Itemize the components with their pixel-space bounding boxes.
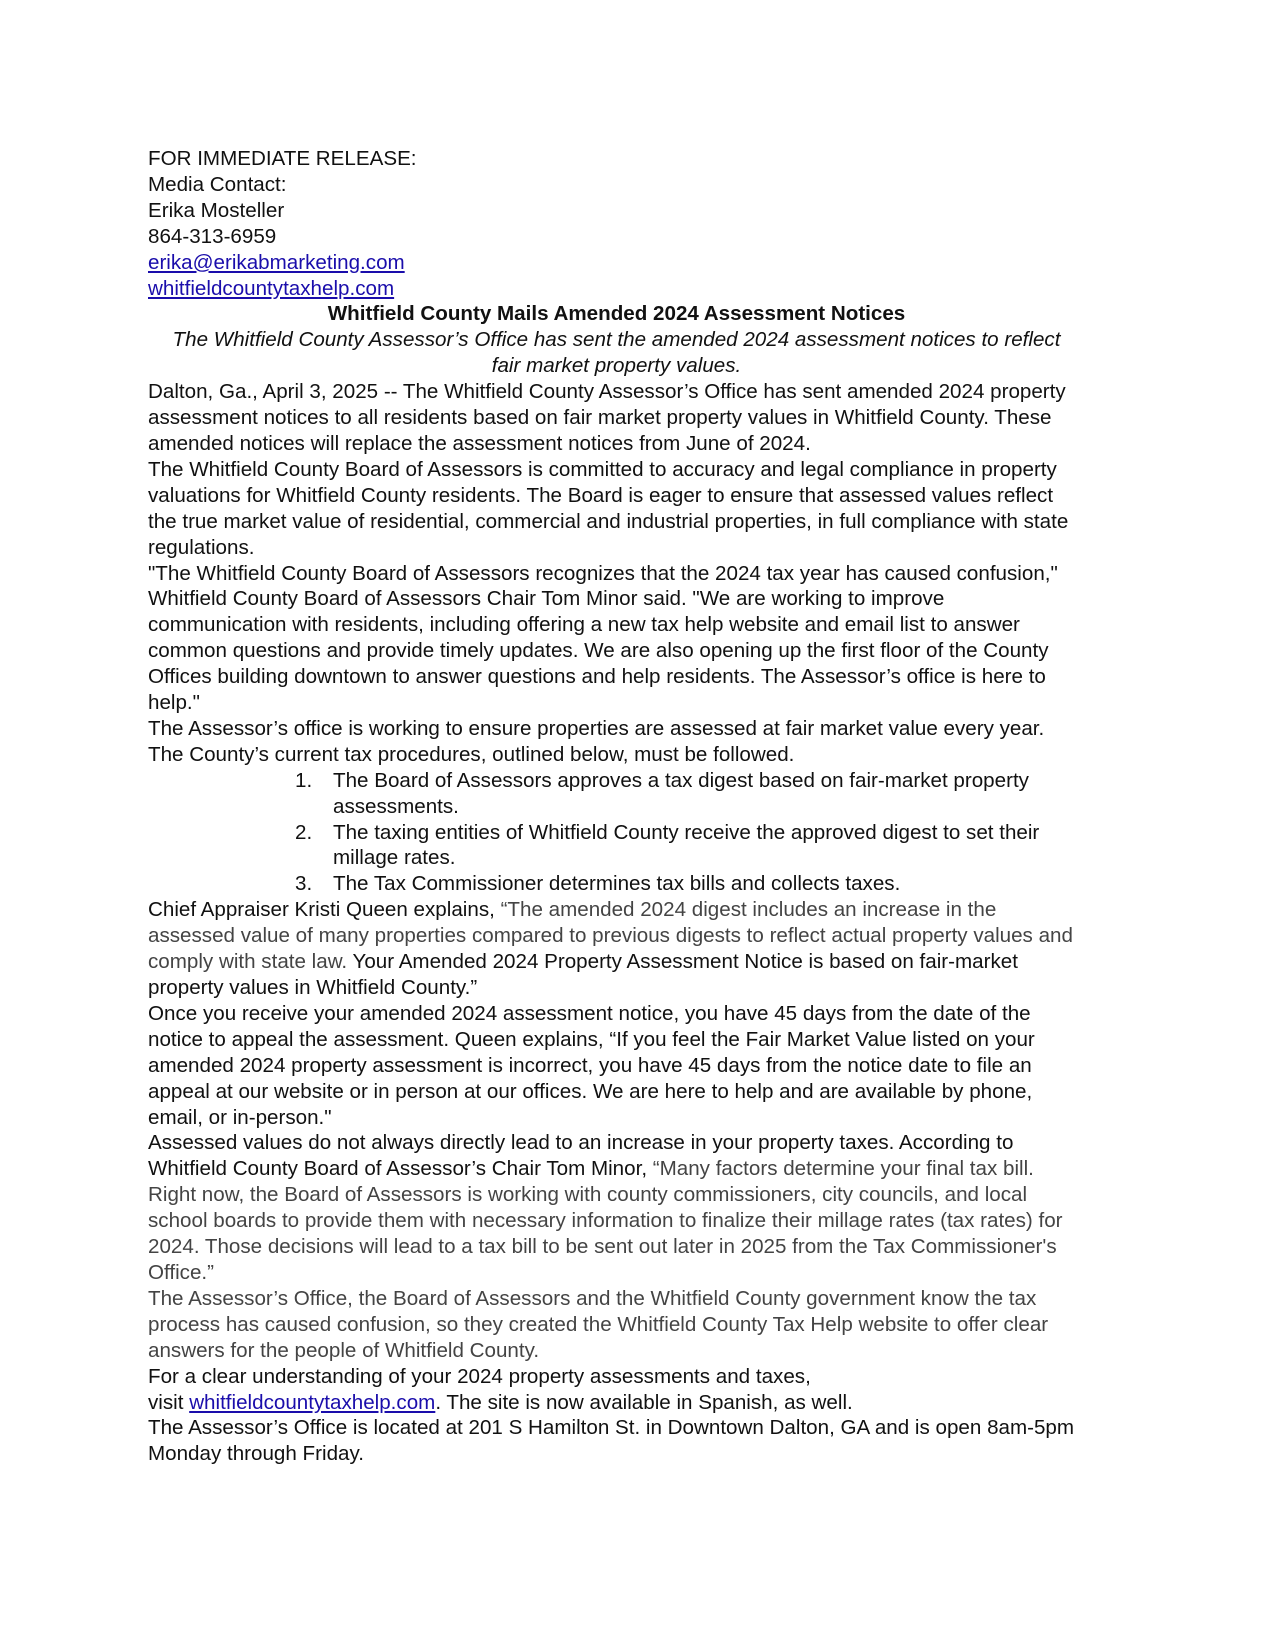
tax-factors-lead: Assessed values do not always directly lead to an increase in your property taxes. According to Whitfield County Board of Assessor’s Chair Tom Minor, — [148, 1131, 1014, 1181]
tax-help-website-link[interactable]: whitfieldcountytaxhelp.com — [189, 1390, 436, 1414]
media-contact-label: Media Contact: — [148, 172, 287, 196]
paragraph-tax-factors — [148, 1130, 1085, 1285]
paragraph-office-location: The Assessor’s Office is located at 201 S Hamilton St. in Downtown Dalton, GA and is open 8am-5pm Monday through Friday. — [148, 1416, 1075, 1466]
list-item — [295, 820, 1085, 872]
appraiser-lead: Chief Appraiser Kristi Queen explains, — [148, 898, 501, 922]
release-label: FOR IMMEDIATE RELEASE: — [148, 147, 417, 170]
paragraph-understanding — [148, 1364, 1085, 1416]
understanding-line: For a clear understanding of your 2024 property assessments and taxes, — [148, 1364, 811, 1388]
paragraph-appraiser-quote — [148, 897, 1085, 1001]
paragraph-intro: Dalton, Ga., April 3, 2025 -- The Whitfield County Assessor’s Office has sent amended 2024 property assessment notices to all residents based on fair market property values in Whitfield County. These amended notices will replace the assessment notices from June of 2024. — [148, 380, 1066, 455]
spanish-availability-text: . The site is now available in Spanish, as well. — [435, 1390, 853, 1414]
contact-name: Erika Mosteller — [148, 198, 285, 222]
step-number: 1. — [295, 768, 313, 792]
step-text: The Tax Commissioner determines tax bills and collects taxes. — [333, 872, 901, 896]
paragraph-appeal: Once you receive your amended 2024 assessment notice, you have 45 days from the date of the notice to appeal the assessment. Queen explains, “If you feel the Fair Market Value listed on your amended 2024 property assessment is incorrect, you have 45 days from the notice date to file an appeal at our website or in person at our offices. We are here to help and are available by phone, email, or in-person." — [148, 1001, 1035, 1129]
paragraph-board-commitment: The Whitfield County Board of Assessors is committed to accuracy and legal compliance in property valuations for Whitfield County residents. The Board is eager to ensure that assessed values reflect the true market value of residential, commercial and industrial properties, in full compliance with state regulations. — [148, 457, 1069, 559]
step-number: 2. — [295, 820, 313, 844]
contact-website-link[interactable]: whitfieldcountytaxhelp.com — [148, 276, 395, 300]
visit-text: visit — [148, 1390, 190, 1414]
step-text: The Board of Assessors approves a tax digest based on fair-market property assessments. — [333, 768, 1029, 818]
paragraph-tax-help-site: The Assessor’s Office, the Board of Assessors and the Whitfield County government know the tax process has caused confusion, so they created the Whitfield County Tax Help website to offer clear answers for the people of Whitfield County. — [148, 1286, 1049, 1362]
appraiser-quote-rest: Your Amended 2024 Property Assessment Notice is based on fair-market property values in Whitfield County.” — [148, 950, 1018, 999]
tax-factors-quote: “Many factors determine your final tax bill. Right now, the Board of Assessors is working with county commissioners, city councils, and local school boards to provide them with necessary information to finalize their millage rates (tax rates) for 2024. Those decisions will lead to a tax bill to be sent out later in 2025 from the Tax Commissioner's Office.” — [148, 1157, 1063, 1284]
step-number: 3. — [295, 872, 313, 896]
headline-subtitle: The Whitfield County Assessor’s Office has sent the amended 2024 assessment notices to reflect fair market property values. — [172, 328, 1061, 378]
contact-phone: 864-313-6959 — [148, 224, 277, 248]
contact-email-link[interactable]: erika@erikabmarketing.com — [148, 250, 405, 274]
appraiser-quote-gray: “The amended 2024 digest includes an increase in the assessed value of many properties compared to previous digests to reflect actual property values and comply with state law. — [148, 898, 1073, 974]
step-text: The taxing entities of Whitfield County receive the approved digest to set their millage rates. — [333, 820, 1040, 870]
list-item — [295, 871, 1085, 897]
list-item — [295, 768, 1085, 820]
procedure-steps-list — [148, 768, 1085, 898]
paragraph-chair-quote: "The Whitfield County Board of Assessors recognizes that the 2024 tax year has caused confusion," Whitfield County Board of Assessors Chair Tom Minor said. "We are working to improve communication with residents, including offering a new tax help website and email list to answer common questions and provide timely updates. We are also opening up the first floor of the County Offices building downtown to answer questions and help residents. The Assessor’s office is here to help." — [148, 561, 1058, 715]
paragraph-procedures-intro: The Assessor’s office is working to ensure properties are assessed at fair market value every year. The County’s current tax procedures, outlined below, must be followed. — [148, 716, 1045, 766]
headline-title: Whitfield County Mails Amended 2024 Assessment Notices — [327, 302, 906, 326]
